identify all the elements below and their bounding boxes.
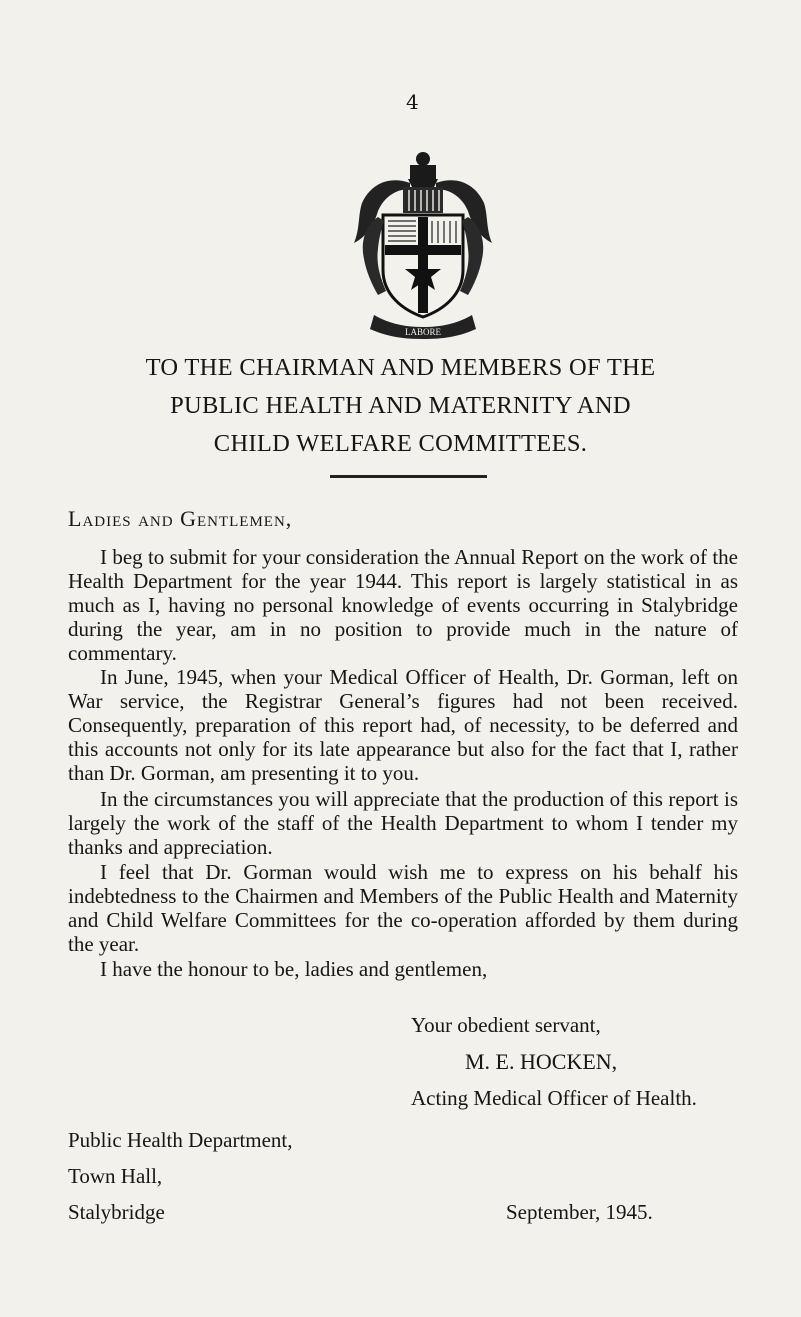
heading-line-1: TO THE CHAIRMAN AND MEMBERS OF THE: [145, 354, 656, 381]
coat-of-arms: [348, 145, 498, 340]
signature-name: M. E. HOCKEN,: [465, 1049, 618, 1074]
paragraph-3: In the circumstances you will appreciate that the production of this report is largely the work of the staff of the Health Department to whom I tender my thanks and appreciation.: [68, 787, 738, 859]
signature-valediction: Your obedient servant,: [411, 1013, 601, 1037]
closing-line: I have the honour to be, ladies and gentlemen,: [100, 957, 488, 981]
address-line-1: Public Health Department,: [68, 1128, 293, 1152]
address-line-2: Town Hall,: [68, 1164, 163, 1188]
crest-motto: LABORE: [405, 327, 441, 337]
heading-rule: [330, 475, 487, 478]
heading-line-3: CHILD WELFARE COMMITTEES.: [213, 430, 588, 457]
letter-date: September, 1945.: [506, 1200, 653, 1224]
salutation: Ladies and Gentlemen,: [68, 506, 293, 531]
paragraph-1: I beg to submit for your consideration the Annual Report on the work of the Health Department for the year 1944. This report is largely statistical in as much as I, having no personal knowledge of events occurring in Stalybridge during the year, am in no position to provide much in the nature of commentary.: [68, 545, 738, 665]
paragraph-4: I feel that Dr. Gorman would wish me to express on his behalf his indebtedness to the Chairmen and Members of the Public Health and Maternity and Child Welfare Committees for the co-operation afforded by them during the year.: [68, 860, 738, 956]
paragraph-2: In June, 1945, when your Medical Officer of Health, Dr. Gorman, left on War service, the Registrar General’s figures had not been received. Consequently, preparation of this report had, of necessity, to be deferred and this accounts not only for its late appearance but also for the fact that I, rather than Dr. Gorman, am presenting it to you.: [68, 665, 738, 785]
page-number: 4: [406, 90, 419, 114]
signature-title: Acting Medical Officer of Health.: [411, 1086, 697, 1110]
heading-line-2: PUBLIC HEALTH AND MATERNITY AND: [170, 392, 631, 419]
address-line-3: Stalybridge: [68, 1200, 165, 1224]
